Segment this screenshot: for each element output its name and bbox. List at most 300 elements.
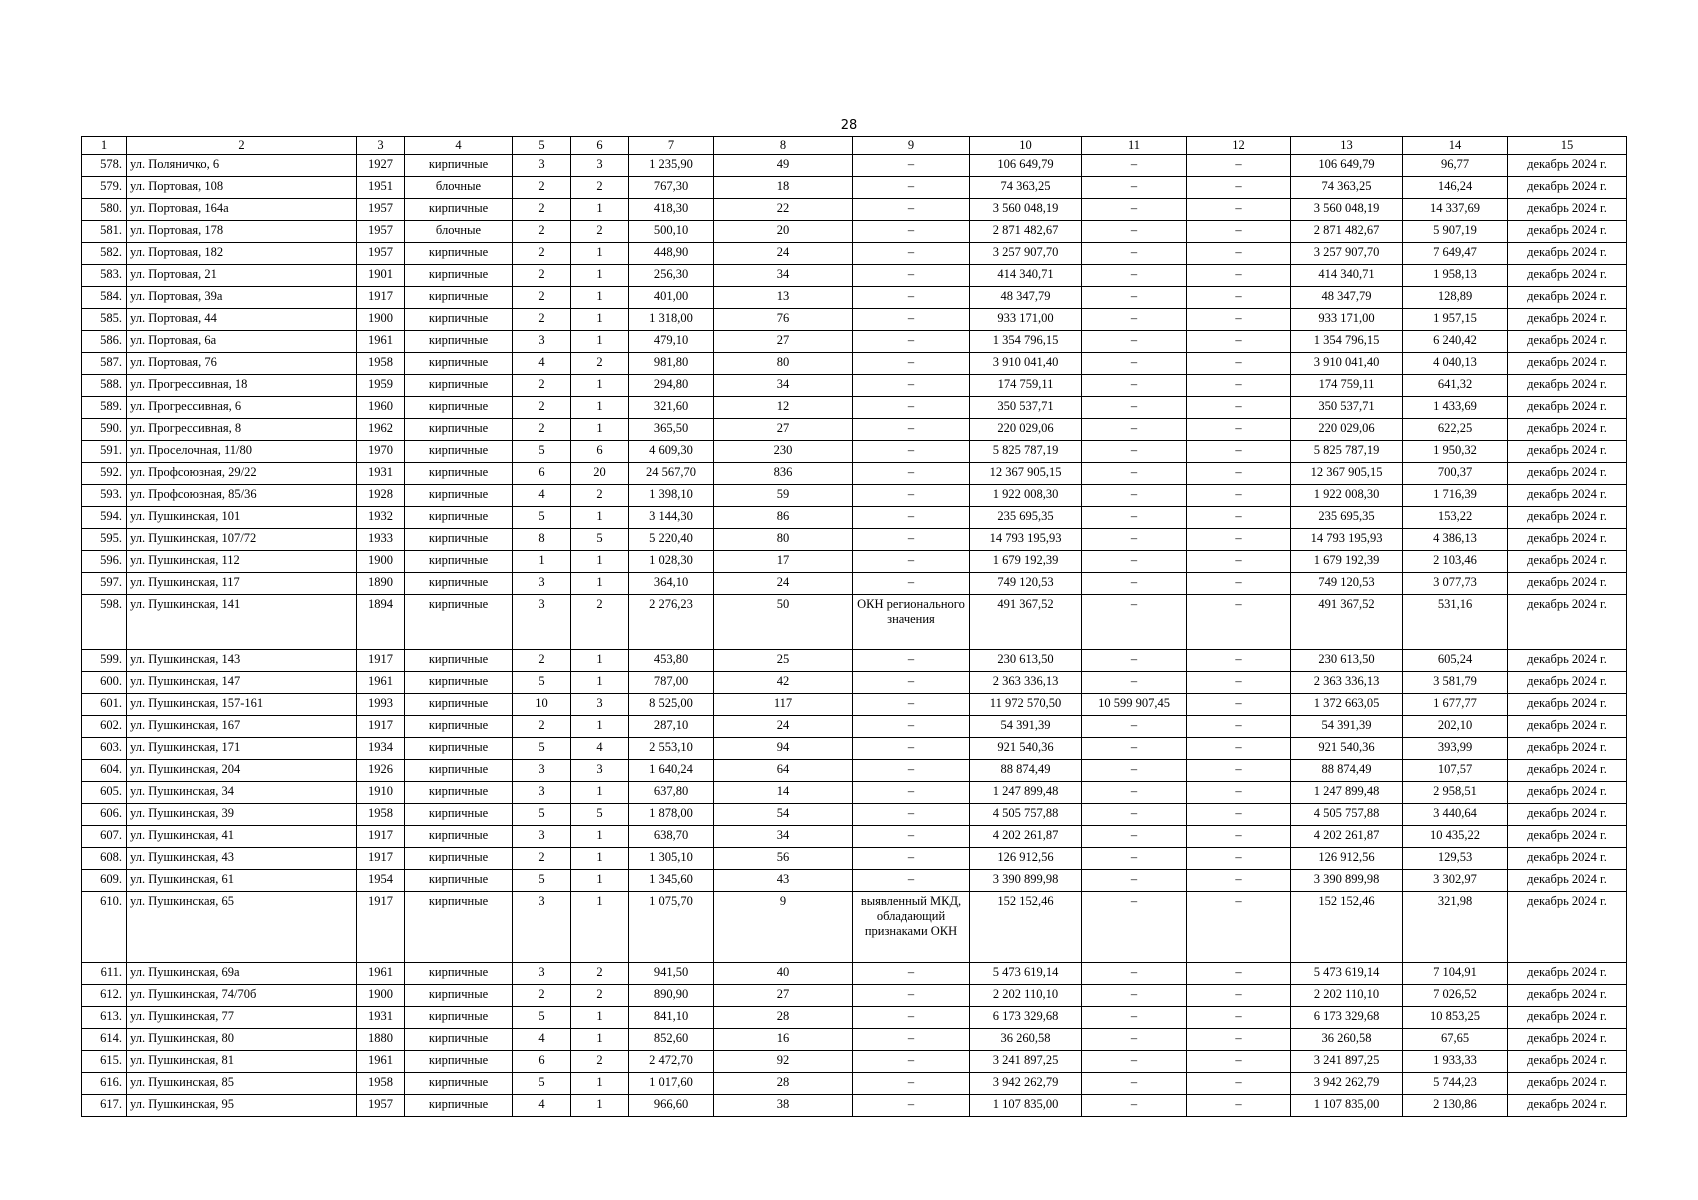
cell-col-12: – [1187,738,1291,760]
cell-col-12: – [1187,177,1291,199]
table-row [82,804,1627,826]
cell-col-6: 1 [571,716,629,738]
cell-col-1: 616. [82,1073,127,1095]
cell-col-14: 5 744,23 [1403,1073,1508,1095]
cell-col-8: 38 [714,1095,853,1117]
cell-col-8: 43 [714,870,853,892]
cell-col-2: ул. Портовая, 178 [127,221,357,243]
cell-col-9: – [853,848,970,870]
table-row [82,287,1627,309]
cell-col-1: 585. [82,309,127,331]
cell-col-6: 1 [571,870,629,892]
cell-col-8: 42 [714,672,853,694]
cell-col-5: 10 [513,694,571,716]
cell-col-6: 2 [571,595,629,650]
cell-col-14: 531,16 [1403,595,1508,650]
cell-col-3: 1901 [357,265,405,287]
cell-col-10: 1 679 192,39 [970,551,1082,573]
cell-col-9: – [853,529,970,551]
cell-col-1: 589. [82,397,127,419]
cell-col-8: 12 [714,397,853,419]
cell-col-10: 5 473 619,14 [970,963,1082,985]
cell-col-15: декабрь 2024 г. [1508,1095,1627,1117]
cell-col-15: декабрь 2024 г. [1508,353,1627,375]
cell-col-4: кирпичные [405,1051,513,1073]
cell-col-7: 1 075,70 [629,892,714,963]
cell-col-9: – [853,551,970,573]
cell-col-14: 700,37 [1403,463,1508,485]
cell-col-7: 1 017,60 [629,1073,714,1095]
cell-col-15: декабрь 2024 г. [1508,573,1627,595]
cell-col-14: 3 302,97 [1403,870,1508,892]
cell-col-4: кирпичные [405,1007,513,1029]
cell-col-4: кирпичные [405,485,513,507]
cell-col-8: 28 [714,1073,853,1095]
cell-col-1: 596. [82,551,127,573]
cell-col-2: ул. Прогрессивная, 6 [127,397,357,419]
cell-col-12: – [1187,309,1291,331]
cell-col-5: 2 [513,397,571,419]
cell-col-13: 88 874,49 [1291,760,1403,782]
cell-col-15: декабрь 2024 г. [1508,738,1627,760]
cell-col-1: 588. [82,375,127,397]
cell-col-13: 350 537,71 [1291,397,1403,419]
cell-col-7: 941,50 [629,963,714,985]
cell-col-8: 27 [714,331,853,353]
cell-col-3: 1926 [357,760,405,782]
cell-col-13: 106 649,79 [1291,155,1403,177]
cell-col-5: 4 [513,485,571,507]
cell-col-7: 1 305,10 [629,848,714,870]
cell-col-3: 1927 [357,155,405,177]
cell-col-12: – [1187,760,1291,782]
cell-col-9: – [853,760,970,782]
cell-col-9: – [853,353,970,375]
cell-col-12: – [1187,441,1291,463]
cell-col-11: – [1082,716,1187,738]
cell-col-11: – [1082,1051,1187,1073]
column-header-12: 12 [1187,137,1291,155]
cell-col-13: 54 391,39 [1291,716,1403,738]
cell-col-8: 86 [714,507,853,529]
cell-col-3: 1933 [357,529,405,551]
cell-col-5: 3 [513,782,571,804]
cell-col-1: 607. [82,826,127,848]
cell-col-1: 584. [82,287,127,309]
cell-col-14: 622,25 [1403,419,1508,441]
cell-col-12: – [1187,1029,1291,1051]
cell-col-6: 1 [571,551,629,573]
cell-col-7: 787,00 [629,672,714,694]
cell-col-2: ул. Пушкинская, 74/70б [127,985,357,1007]
cell-col-7: 890,90 [629,985,714,1007]
cell-col-9: – [853,287,970,309]
cell-col-15: декабрь 2024 г. [1508,892,1627,963]
cell-col-1: 600. [82,672,127,694]
cell-col-10: 1 354 796,15 [970,331,1082,353]
cell-col-3: 1917 [357,650,405,672]
table-row [82,419,1627,441]
cell-col-1: 578. [82,155,127,177]
cell-col-12: – [1187,463,1291,485]
cell-col-4: кирпичные [405,716,513,738]
cell-col-9: – [853,694,970,716]
cell-col-15: декабрь 2024 г. [1508,848,1627,870]
cell-col-5: 2 [513,716,571,738]
cell-col-1: 611. [82,963,127,985]
cell-col-8: 92 [714,1051,853,1073]
cell-col-8: 34 [714,375,853,397]
cell-col-8: 76 [714,309,853,331]
cell-col-6: 1 [571,243,629,265]
cell-col-15: декабрь 2024 г. [1508,375,1627,397]
cell-col-10: 174 759,11 [970,375,1082,397]
cell-col-3: 1900 [357,985,405,1007]
cell-col-1: 608. [82,848,127,870]
cell-col-7: 767,30 [629,177,714,199]
cell-col-8: 20 [714,221,853,243]
cell-col-11: – [1082,529,1187,551]
cell-col-3: 1957 [357,1095,405,1117]
cell-col-4: кирпичные [405,1095,513,1117]
cell-col-10: 6 173 329,68 [970,1007,1082,1029]
cell-col-2: ул. Пушкинская, 101 [127,507,357,529]
cell-col-15: декабрь 2024 г. [1508,243,1627,265]
cell-col-4: кирпичные [405,760,513,782]
cell-col-15: декабрь 2024 г. [1508,529,1627,551]
page-number: 28 [840,118,858,133]
cell-col-1: 601. [82,694,127,716]
table-row [82,177,1627,199]
cell-col-8: 836 [714,463,853,485]
cell-col-1: 604. [82,760,127,782]
cell-col-2: ул. Пушкинская, 167 [127,716,357,738]
cell-col-11: – [1082,1029,1187,1051]
cell-col-9: – [853,397,970,419]
cell-col-5: 2 [513,419,571,441]
cell-col-10: 74 363,25 [970,177,1082,199]
cell-col-9: – [853,985,970,1007]
cell-col-8: 14 [714,782,853,804]
cell-col-8: 54 [714,804,853,826]
cell-col-13: 220 029,06 [1291,419,1403,441]
cell-col-3: 1958 [357,1073,405,1095]
cell-col-11: – [1082,1007,1187,1029]
cell-col-8: 80 [714,529,853,551]
table-row [82,309,1627,331]
cell-col-10: 3 390 899,98 [970,870,1082,892]
cell-col-7: 365,50 [629,419,714,441]
cell-col-14: 5 907,19 [1403,221,1508,243]
cell-col-14: 7 026,52 [1403,985,1508,1007]
cell-col-15: декабрь 2024 г. [1508,1007,1627,1029]
cell-col-1: 590. [82,419,127,441]
cell-col-12: – [1187,551,1291,573]
cell-col-8: 56 [714,848,853,870]
cell-col-5: 4 [513,1095,571,1117]
cell-col-6: 1 [571,650,629,672]
cell-col-11: – [1082,375,1187,397]
cell-col-8: 27 [714,985,853,1007]
cell-col-15: декабрь 2024 г. [1508,760,1627,782]
table-row [82,1007,1627,1029]
column-header-5: 5 [513,137,571,155]
cell-col-8: 24 [714,243,853,265]
cell-col-7: 4 609,30 [629,441,714,463]
cell-col-2: ул. Профсоюзная, 29/22 [127,463,357,485]
cell-col-7: 1 345,60 [629,870,714,892]
cell-col-2: ул. Пушкинская, 69а [127,963,357,985]
cell-col-10: 12 367 905,15 [970,463,1082,485]
cell-col-9: – [853,265,970,287]
cell-col-12: – [1187,716,1291,738]
cell-col-7: 287,10 [629,716,714,738]
cell-col-7: 2 276,23 [629,595,714,650]
cell-col-5: 2 [513,309,571,331]
cell-col-6: 1 [571,892,629,963]
cell-col-11: 10 599 907,45 [1082,694,1187,716]
cell-col-7: 2 472,70 [629,1051,714,1073]
cell-col-12: – [1187,353,1291,375]
cell-col-13: 3 560 048,19 [1291,199,1403,221]
cell-col-4: кирпичные [405,331,513,353]
cell-col-15: декабрь 2024 г. [1508,397,1627,419]
cell-col-14: 1 957,15 [1403,309,1508,331]
cell-col-11: – [1082,782,1187,804]
cell-col-14: 1 677,77 [1403,694,1508,716]
cell-col-2: ул. Прогрессивная, 18 [127,375,357,397]
cell-col-9: – [853,155,970,177]
cell-col-1: 610. [82,892,127,963]
cell-col-3: 1894 [357,595,405,650]
table-row [82,782,1627,804]
cell-col-9: – [853,963,970,985]
cell-col-3: 1951 [357,177,405,199]
cell-col-11: – [1082,441,1187,463]
cell-col-15: декабрь 2024 г. [1508,782,1627,804]
table-row [82,760,1627,782]
cell-col-14: 14 337,69 [1403,199,1508,221]
cell-col-6: 1 [571,1007,629,1029]
cell-col-6: 1 [571,507,629,529]
cell-col-13: 491 367,52 [1291,595,1403,650]
cell-col-8: 18 [714,177,853,199]
cell-col-8: 24 [714,573,853,595]
cell-col-10: 749 120,53 [970,573,1082,595]
cell-col-15: декабрь 2024 г. [1508,221,1627,243]
cell-col-14: 2 958,51 [1403,782,1508,804]
cell-col-5: 3 [513,573,571,595]
cell-col-3: 1934 [357,738,405,760]
cell-col-14: 1 933,33 [1403,1051,1508,1073]
cell-col-10: 152 152,46 [970,892,1082,963]
cell-col-10: 126 912,56 [970,848,1082,870]
cell-col-2: ул. Портовая, 108 [127,177,357,199]
cell-col-2: ул. Портовая, 182 [127,243,357,265]
table-row [82,1095,1627,1117]
cell-col-8: 64 [714,760,853,782]
cell-col-8: 25 [714,650,853,672]
cell-col-2: ул. Поляничко, 6 [127,155,357,177]
cell-col-15: декабрь 2024 г. [1508,155,1627,177]
cell-col-5: 2 [513,650,571,672]
cell-col-10: 48 347,79 [970,287,1082,309]
cell-col-9: – [853,716,970,738]
cell-col-5: 4 [513,1029,571,1051]
cell-col-10: 2 363 336,13 [970,672,1082,694]
table-row [82,199,1627,221]
cell-col-14: 1 433,69 [1403,397,1508,419]
cell-col-14: 153,22 [1403,507,1508,529]
cell-col-15: декабрь 2024 г. [1508,265,1627,287]
cell-col-11: – [1082,870,1187,892]
cell-col-11: – [1082,199,1187,221]
cell-col-1: 591. [82,441,127,463]
table-row [82,738,1627,760]
cell-col-13: 3 910 041,40 [1291,353,1403,375]
cell-col-9: – [853,1007,970,1029]
cell-col-8: 59 [714,485,853,507]
cell-col-8: 94 [714,738,853,760]
cell-col-3: 1917 [357,848,405,870]
cell-col-13: 933 171,00 [1291,309,1403,331]
cell-col-9: – [853,243,970,265]
cell-col-5: 3 [513,595,571,650]
cell-col-2: ул. Пушкинская, 61 [127,870,357,892]
table-row [82,375,1627,397]
cell-col-7: 1 028,30 [629,551,714,573]
cell-col-14: 641,32 [1403,375,1508,397]
cell-col-10: 3 241 897,25 [970,1051,1082,1073]
cell-col-6: 2 [571,353,629,375]
cell-col-15: декабрь 2024 г. [1508,331,1627,353]
cell-col-7: 1 640,24 [629,760,714,782]
cell-col-13: 3 390 899,98 [1291,870,1403,892]
cell-col-8: 22 [714,199,853,221]
cell-col-13: 1 922 008,30 [1291,485,1403,507]
cell-col-12: – [1187,848,1291,870]
cell-col-13: 1 679 192,39 [1291,551,1403,573]
cell-col-14: 10 853,25 [1403,1007,1508,1029]
cell-col-11: – [1082,265,1187,287]
cell-col-6: 1 [571,1095,629,1117]
cell-col-7: 364,10 [629,573,714,595]
cell-col-9: – [853,199,970,221]
cell-col-2: ул. Пушкинская, 107/72 [127,529,357,551]
cell-col-2: ул. Пушкинская, 43 [127,848,357,870]
cell-col-1: 602. [82,716,127,738]
cell-col-2: ул. Пушкинская, 143 [127,650,357,672]
cell-col-11: – [1082,672,1187,694]
cell-col-6: 6 [571,441,629,463]
cell-col-3: 1970 [357,441,405,463]
cell-col-10: 54 391,39 [970,716,1082,738]
cell-col-12: – [1187,199,1291,221]
cell-col-8: 28 [714,1007,853,1029]
cell-col-11: – [1082,243,1187,265]
cell-col-6: 1 [571,287,629,309]
cell-col-12: – [1187,287,1291,309]
cell-col-1: 598. [82,595,127,650]
cell-col-4: кирпичные [405,155,513,177]
cell-col-13: 230 613,50 [1291,650,1403,672]
cell-col-7: 256,30 [629,265,714,287]
cell-col-13: 48 347,79 [1291,287,1403,309]
column-number-row [82,137,1627,155]
cell-col-9: – [853,826,970,848]
cell-col-15: декабрь 2024 г. [1508,199,1627,221]
cell-col-4: кирпичные [405,985,513,1007]
cell-col-12: – [1187,1007,1291,1029]
cell-col-7: 966,60 [629,1095,714,1117]
column-header-13: 13 [1291,137,1403,155]
cell-col-11: – [1082,848,1187,870]
cell-col-14: 96,77 [1403,155,1508,177]
cell-col-8: 24 [714,716,853,738]
cell-col-15: декабрь 2024 г. [1508,1051,1627,1073]
cell-col-1: 581. [82,221,127,243]
cell-col-5: 2 [513,199,571,221]
cell-col-7: 321,60 [629,397,714,419]
cell-col-10: 1 247 899,48 [970,782,1082,804]
cell-col-5: 5 [513,1007,571,1029]
cell-col-14: 605,24 [1403,650,1508,672]
cell-col-15: декабрь 2024 г. [1508,463,1627,485]
cell-col-1: 594. [82,507,127,529]
cell-col-11: – [1082,826,1187,848]
cell-col-9: – [853,177,970,199]
cell-col-14: 107,57 [1403,760,1508,782]
cell-col-13: 4 202 261,87 [1291,826,1403,848]
cell-col-2: ул. Портовая, 39а [127,287,357,309]
cell-col-12: – [1187,397,1291,419]
cell-col-4: кирпичные [405,595,513,650]
cell-col-5: 5 [513,672,571,694]
cell-col-7: 852,60 [629,1029,714,1051]
table-body [82,155,1627,1117]
cell-col-15: декабрь 2024 г. [1508,826,1627,848]
cell-col-10: 4 505 757,88 [970,804,1082,826]
table-row [82,265,1627,287]
cell-col-5: 3 [513,331,571,353]
cell-col-13: 235 695,35 [1291,507,1403,529]
cell-col-2: ул. Пушкинская, 147 [127,672,357,694]
column-header-11: 11 [1082,137,1187,155]
cell-col-2: ул. Пушкинская, 171 [127,738,357,760]
cell-col-5: 1 [513,551,571,573]
cell-col-9: – [853,331,970,353]
cell-col-3: 1917 [357,826,405,848]
cell-col-5: 2 [513,177,571,199]
cell-col-9: – [853,1095,970,1117]
cell-col-1: 603. [82,738,127,760]
cell-col-3: 1958 [357,353,405,375]
column-header-1: 1 [82,137,127,155]
cell-col-11: – [1082,397,1187,419]
cell-col-10: 5 825 787,19 [970,441,1082,463]
cell-col-14: 2 103,46 [1403,551,1508,573]
cell-col-14: 146,24 [1403,177,1508,199]
cell-col-5: 4 [513,353,571,375]
cell-col-9: – [853,419,970,441]
table-row [82,551,1627,573]
cell-col-1: 597. [82,573,127,595]
cell-col-5: 5 [513,1073,571,1095]
cell-col-13: 1 354 796,15 [1291,331,1403,353]
cell-col-2: ул. Пушкинская, 117 [127,573,357,595]
cell-col-13: 12 367 905,15 [1291,463,1403,485]
cell-col-2: ул. Пушкинская, 157-161 [127,694,357,716]
